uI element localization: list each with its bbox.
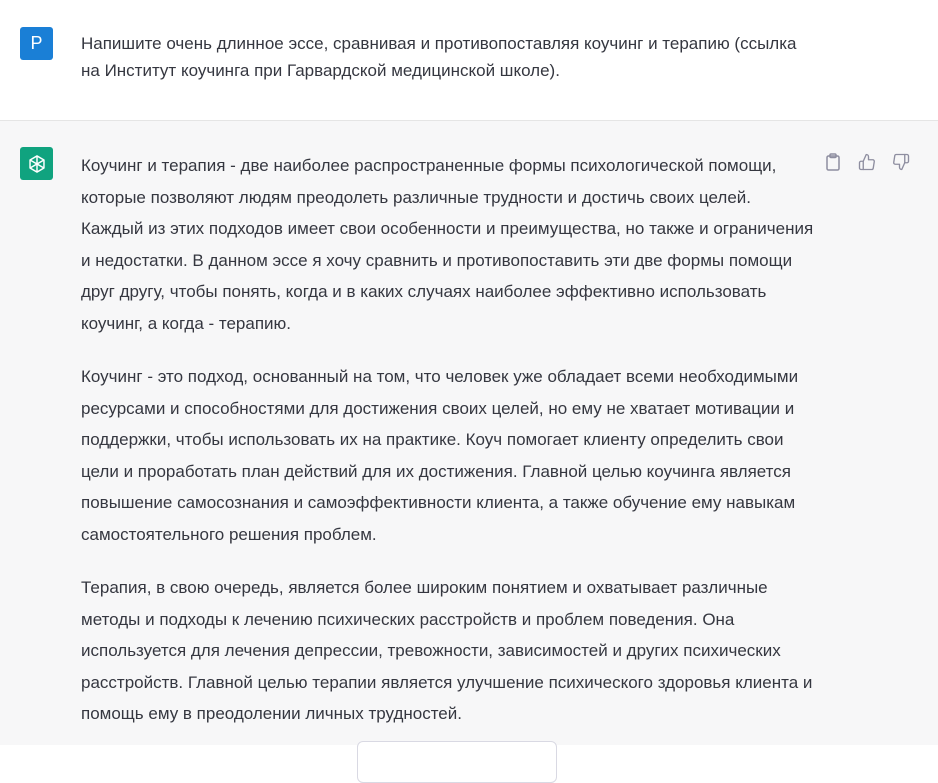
user-message-row [0, 0, 938, 121]
openai-logo-icon [26, 153, 48, 175]
thumbs-up-button[interactable] [856, 151, 878, 173]
user-avatar: P [20, 27, 53, 60]
regenerate-button[interactable] [357, 741, 557, 783]
assistant-paragraph: Коучинг - это подход, основанный на том, что человек уже обладает всеми необходимыми ресурсами и способностями для достижения своих целей, но ему не хватает мотивации и поддержки, чтобы использовать их на практике. Коуч помогает клиенту определить свои цели и проработать план действий для их достижения. Главной целью коучинга является повышение самосознания и самоэффективности клиента, а также обучение ему навыкам самостоятельного решения проблем. [81, 367, 799, 544]
copy-button[interactable] [822, 151, 844, 173]
message-actions [822, 151, 912, 173]
assistant-message-text [81, 150, 816, 752]
assistant-paragraph: Коучинг и терапия - две наиболее распространенные формы психологической помощи, которые позволяют людям преодолеть различные трудности и достичь своих целей. Каждый из этих подходов имеет свои особенности и преимущества, но также и ограничения и недостатки. В данном эссе я хочу сравнить и противопоставить эти две формы помощи друг другу, чтобы понять, когда и в каких случаях наиболее эффективно использовать коучинг, а когда - терапию. [81, 156, 814, 333]
thumbs-down-button[interactable] [890, 151, 912, 173]
assistant-avatar [20, 147, 53, 180]
user-message-text: Напишите очень длинное эссе, сравнивая и противопоставляя коучинг и терапию (ссылка на Институт коучинга при Гарвардской медицинской школе). [81, 34, 797, 80]
assistant-message-row [0, 121, 938, 745]
thumbs-down-icon [892, 153, 910, 171]
clipboard-icon [825, 153, 841, 171]
assistant-paragraph: Терапия, в свою очередь, является более широким понятием и охватывает различные методы и подходы к лечению психических расстройств и проблем поведения. Она используется для лечения депрессии, тревожности, зависимостей и других психических расстройств. Главной целью терапии является улучшение психического здоровья клиента и помощь ему в преодолении личных трудностей. [81, 578, 813, 723]
thumbs-up-icon [858, 153, 876, 171]
